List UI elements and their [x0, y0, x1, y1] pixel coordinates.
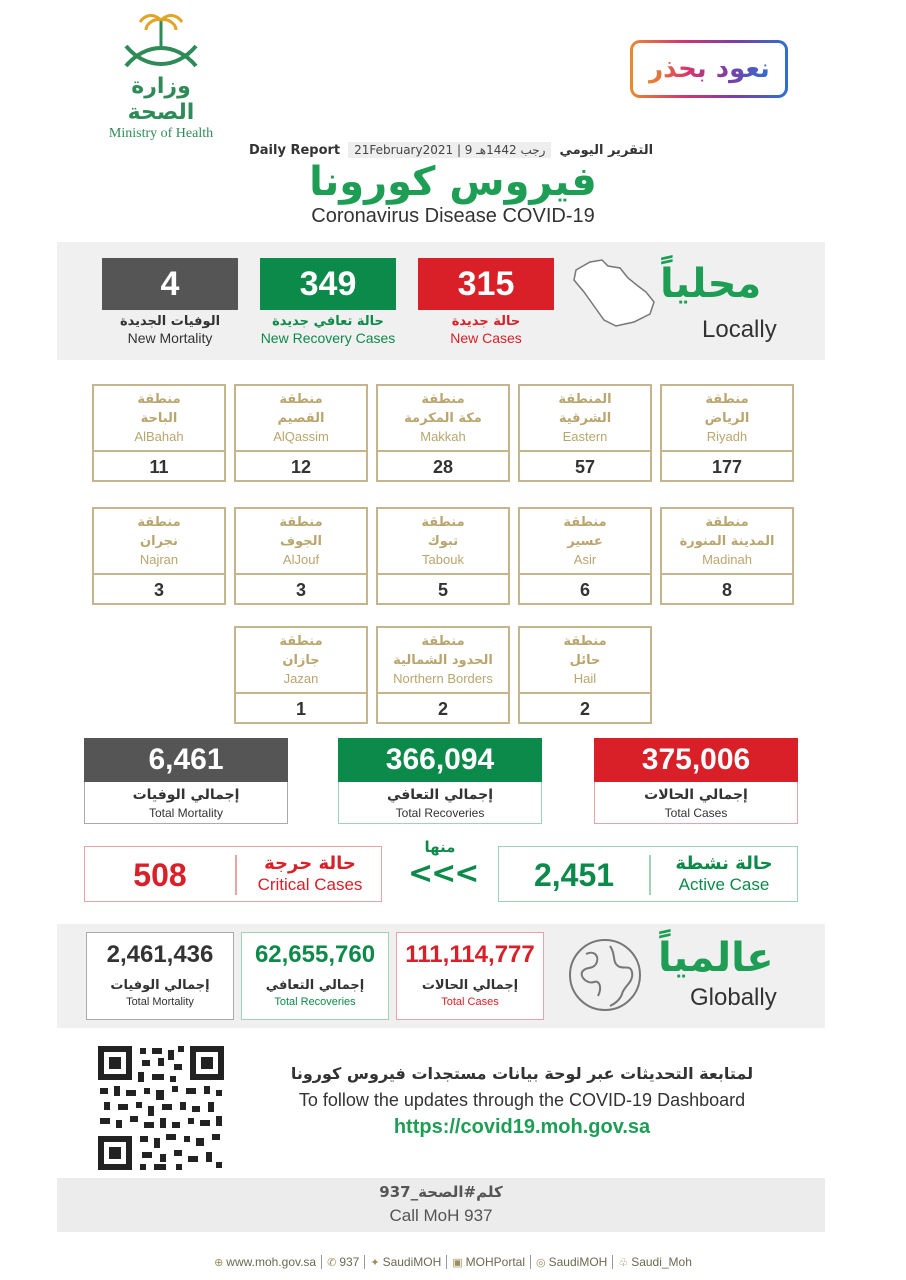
- daily-report-bar: [236, 140, 666, 160]
- region-name-en: Makkah: [420, 429, 466, 444]
- region-name-ar: الحدود الشمالية: [393, 653, 493, 668]
- region-name-en: Jazan: [283, 671, 319, 686]
- region-card-hail: [518, 626, 652, 724]
- region-value: 8: [662, 573, 792, 603]
- region-card-albahah: [92, 384, 226, 482]
- globe-icon: ⊕: [214, 1256, 224, 1269]
- region-name-ar: الشرقية: [558, 411, 612, 426]
- total-recoveries-card: [338, 738, 542, 824]
- total-mortality-caption: [84, 782, 288, 824]
- region-name-en: Northern Borders: [393, 671, 493, 686]
- region-prefix: منطقة: [137, 515, 181, 530]
- region-prefix: منطقة: [563, 634, 607, 649]
- region-name-ar: نجران: [140, 534, 178, 549]
- region-name-ar: عسير: [567, 534, 603, 549]
- footer-text: 937: [339, 1255, 360, 1269]
- region-card-madinah: [660, 507, 794, 605]
- total-recoveries-value: 366,094: [338, 738, 542, 782]
- locally-heading-en: Locally: [702, 316, 777, 343]
- critical-cases-en: Critical Cases: [257, 875, 363, 894]
- footer-item-twitter[interactable]: [365, 1255, 447, 1269]
- arrows-icon: <<<: [408, 856, 478, 891]
- region-name-ar: المدينة المنورة: [679, 534, 775, 549]
- region-prefix: منطقة: [279, 515, 323, 530]
- region-prefix: منطقة: [563, 515, 607, 530]
- region-name-en: Najran: [139, 552, 179, 567]
- critical-cases-card: [84, 846, 382, 902]
- region-card-eastern: [518, 384, 652, 482]
- region-value: 1: [236, 692, 366, 722]
- instagram-icon: ◎: [536, 1256, 546, 1269]
- portal-icon: ▣: [452, 1256, 463, 1269]
- region-name-ar: جازان: [282, 653, 320, 668]
- new-recovery-value: 349: [260, 258, 396, 310]
- campaign-text: نعود بحذر: [648, 54, 770, 84]
- follow-text-en: To follow the updates through the COVID-19 Dashboard: [298, 1090, 746, 1110]
- region-card-asir: [518, 507, 652, 605]
- total-mortality-ar: إجمالي الوفيات: [132, 787, 240, 803]
- active-cases-en: Active Case: [678, 875, 770, 894]
- footer-text: MOHPortal: [465, 1255, 526, 1269]
- region-value: 6: [520, 573, 650, 603]
- region-name-en: AlQassim: [273, 429, 329, 444]
- footer-item-website[interactable]: [209, 1255, 322, 1269]
- globally-heading-ar: عالمياً: [658, 935, 774, 981]
- total-recoveries-ar: إجمالي التعافي: [386, 787, 494, 803]
- new-cases-label: [401, 314, 571, 348]
- region-prefix: المنطقة: [558, 392, 612, 407]
- region-prefix: منطقة: [279, 392, 323, 407]
- region-name-ar: القصيم: [277, 411, 325, 426]
- report-date: 21February2021 | 9 رجب 1442هـ: [348, 142, 551, 158]
- footer-text: SaudiMOH: [382, 1255, 442, 1269]
- total-recoveries-en: Total Recoveries: [395, 806, 485, 820]
- total-recoveries-caption: [338, 782, 542, 824]
- region-name-ar: مكة المكرمة: [404, 411, 482, 426]
- total-cases-en: Total Cases: [664, 806, 728, 820]
- snapchat-icon: ♧: [618, 1256, 629, 1269]
- footer-item-phone[interactable]: [322, 1255, 365, 1269]
- global-mortality-en: Total Mortality: [126, 996, 194, 1008]
- twitter-icon: ✦: [370, 1256, 380, 1269]
- region-value: 12: [236, 450, 366, 480]
- region-card-northern-borders: [376, 626, 510, 724]
- global-recoveries-card: [241, 932, 389, 1020]
- region-value: 2: [520, 692, 650, 722]
- critical-cases-label: [237, 853, 383, 895]
- qr-code[interactable]: [96, 1044, 226, 1172]
- global-mortality-value: 2,461,436: [106, 941, 214, 968]
- footer-text: Saudi_Moh: [631, 1255, 692, 1269]
- region-prefix: منطقة: [421, 515, 465, 530]
- new-cases-value: 315: [418, 258, 554, 310]
- active-cases-ar: حالة نشطة: [675, 853, 773, 874]
- globe-icon: [566, 936, 644, 1014]
- total-cases-caption: [594, 782, 798, 824]
- region-card-makkah: [376, 384, 510, 482]
- call-text-en: Call MoH 937: [389, 1206, 493, 1225]
- active-cases-value: 2,451: [533, 857, 615, 893]
- region-name-ar: الجوف: [280, 534, 322, 549]
- report-label-ar: التقرير اليومي: [559, 142, 654, 158]
- global-recoveries-value: 62,655,760: [254, 941, 376, 968]
- new-recovery-en: New Recovery Cases: [260, 330, 396, 346]
- region-prefix: منطقة: [279, 634, 323, 649]
- page-title-en: Coronavirus Disease COVID-19: [311, 205, 595, 227]
- region-prefix: منطقة: [705, 515, 749, 530]
- total-cases-value: 375,006: [594, 738, 798, 782]
- global-cases-card: [396, 932, 544, 1020]
- region-value: 3: [94, 573, 224, 603]
- region-name-en: Tabouk: [422, 552, 464, 567]
- region-card-najran: [92, 507, 226, 605]
- region-name-ar: الباحة: [140, 411, 178, 426]
- palm-swords-icon: [116, 12, 206, 74]
- region-name-en: AlJouf: [282, 552, 320, 567]
- saudi-map-icon: [568, 256, 660, 330]
- region-name-en: AlBahah: [134, 429, 184, 444]
- region-prefix: منطقة: [421, 634, 465, 649]
- total-mortality-en: Total Mortality: [148, 806, 224, 820]
- global-recoveries-en: Total Recoveries: [274, 996, 356, 1008]
- region-value: 177: [662, 450, 792, 480]
- total-cases-card: [594, 738, 798, 824]
- region-name-ar: الرياض: [704, 411, 750, 426]
- region-prefix: منطقة: [421, 392, 465, 407]
- region-value: 28: [378, 450, 508, 480]
- critical-cases-ar: حالة حرجة: [264, 853, 356, 874]
- region-name-en: Asir: [573, 552, 597, 567]
- region-prefix: منطقة: [137, 392, 181, 407]
- of-which-label: منها: [424, 838, 456, 856]
- active-cases-label: [651, 853, 797, 895]
- region-value: 5: [378, 573, 508, 603]
- footer-text: www.moh.gov.sa: [226, 1255, 317, 1269]
- total-mortality-value: 6,461: [84, 738, 288, 782]
- active-cases-card: [498, 846, 798, 902]
- region-name-ar: حائل: [569, 653, 601, 668]
- phone-icon: ✆: [327, 1256, 337, 1269]
- dashboard-link[interactable]: https://covid19.moh.gov.sa: [393, 1116, 651, 1138]
- region-card-riyadh: [660, 384, 794, 482]
- region-card-aljouf: [234, 507, 368, 605]
- region-name-en: Madinah: [702, 552, 752, 567]
- region-value: 57: [520, 450, 650, 480]
- global-cases-en: Total Cases: [441, 996, 499, 1008]
- critical-cases-value: 508: [133, 857, 187, 893]
- region-card-jazan: [234, 626, 368, 724]
- follow-text-ar: لمتابعة التحديثات عبر لوحة بيانات مستجدات فيروس كورونا: [290, 1064, 754, 1083]
- region-value: 11: [94, 450, 224, 480]
- globally-heading-en: Globally: [690, 984, 777, 1011]
- global-mortality-card: [86, 932, 234, 1020]
- new-cases-en: New Cases: [450, 330, 522, 346]
- footer-links: [0, 1252, 906, 1272]
- global-cases-ar: إجمالي الحالات: [421, 978, 519, 993]
- region-value: 3: [236, 573, 366, 603]
- new-mortality-value: 4: [102, 258, 238, 310]
- new-mortality-en: New Mortality: [127, 330, 213, 346]
- new-recovery-label: [243, 314, 413, 348]
- region-card-tabouk: [376, 507, 510, 605]
- campaign-logo: [630, 40, 788, 98]
- region-name-en: Hail: [573, 671, 597, 686]
- region-name-en: Riyadh: [706, 429, 748, 444]
- report-label-en: Daily Report: [248, 142, 341, 158]
- total-cases-ar: إجمالي الحالات: [644, 787, 748, 803]
- global-cases-value: 111,114,777: [405, 941, 535, 968]
- footer-item-portal[interactable]: [447, 1255, 531, 1269]
- footer-item-instagram[interactable]: [531, 1255, 613, 1269]
- region-prefix: منطقة: [705, 392, 749, 407]
- footer-item-snapchat[interactable]: [613, 1255, 697, 1269]
- new-mortality-ar: الوفيات الجديدة: [119, 314, 221, 329]
- call-text-ar: كلم#الصحة_937: [379, 1183, 503, 1201]
- new-cases-ar: حالة جديدة: [451, 314, 521, 329]
- page-title-ar: فيروس كورونا: [309, 159, 597, 205]
- moh-name-en: Ministry of Health: [108, 126, 214, 141]
- region-value: 2: [378, 692, 508, 722]
- moh-logo: [96, 12, 226, 141]
- region-name-en: Eastern: [562, 429, 608, 444]
- new-recovery-ar: حالة تعافي جديدة: [272, 314, 384, 329]
- region-name-ar: تبوك: [427, 534, 459, 549]
- moh-name-ar: وزارة الصحة: [127, 74, 195, 125]
- footer-text: SaudiMOH: [548, 1255, 608, 1269]
- global-recoveries-ar: إجمالي التعافي: [265, 978, 365, 993]
- global-mortality-ar: إجمالي الوفيات: [110, 978, 210, 993]
- new-mortality-label: [85, 314, 255, 348]
- total-mortality-card: [84, 738, 288, 824]
- region-card-alqassim: [234, 384, 368, 482]
- locally-heading-ar: محلياً: [660, 261, 762, 307]
